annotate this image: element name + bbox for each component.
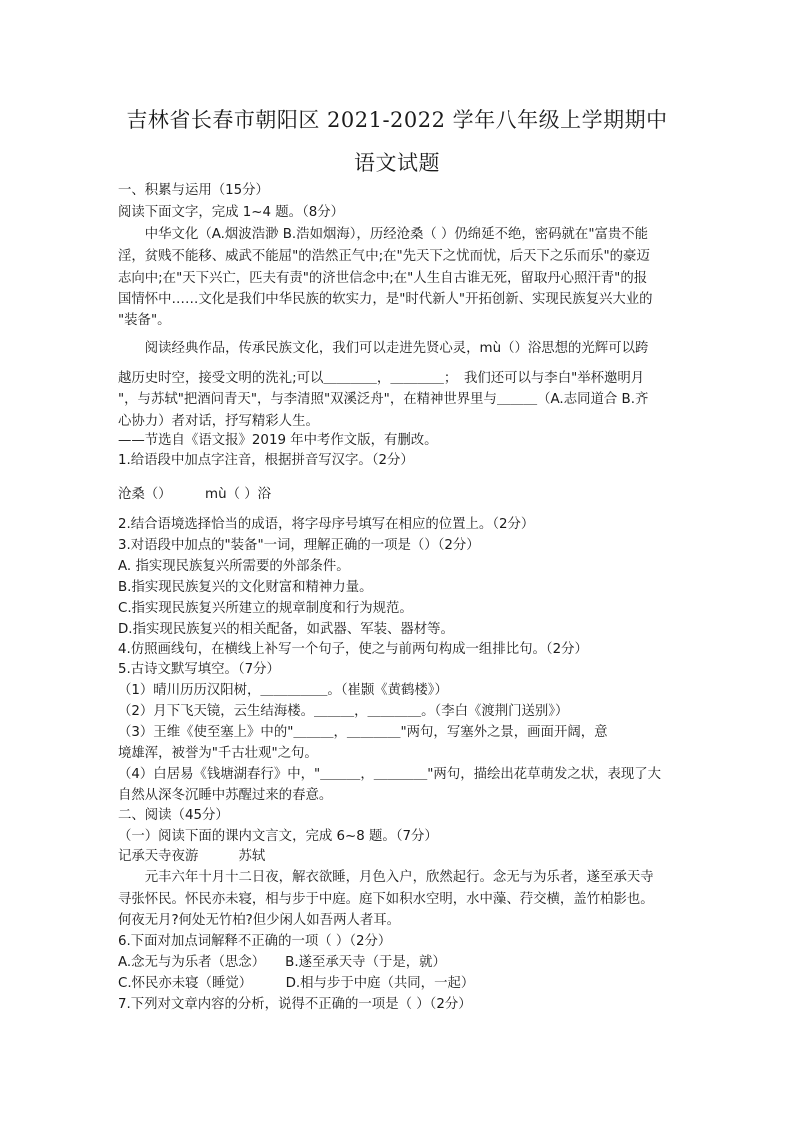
option-b: B.指实现民族复兴的文化财富和精神力量。 <box>118 580 373 595</box>
question-6: 6.下面对加点词解释不正确的一项（ ）（2分） <box>118 934 392 949</box>
passage-line: 元丰六年十月十二日夜，解衣欲睡，月色入户，欣然起行。念无与为乐者，遂至承天寺 <box>118 870 654 885</box>
option-ab: A.念无与为乐者（思念） B.遂至承天寺（于是，就） <box>118 955 446 970</box>
title-line-1: 吉林省长春市朝阳区 2021-2022 学年八年级上学期期中 <box>126 108 668 132</box>
text-line: "，与苏轼"把酒问青天"，与李清照"双溪泛舟"，在精神世界里与＿＿＿（A.志同道合 B.齐 <box>118 392 649 407</box>
question-2: 2.结合语境选择恰当的成语，将字母序号填写在相应的位置上。（2分） <box>118 517 535 532</box>
answer-line: 沧桑（） mù（ ）浴 <box>118 487 271 502</box>
section-heading: 二、阅读（45分） <box>118 808 229 823</box>
text-line: 国情怀中……文化是我们中华民族的软实力，是"时代新人"开拓创新、实现民族复兴大业的 <box>118 292 653 307</box>
question-7: 7.下列对文章内容的分析，说得不正确的一项是（ ）（2分） <box>118 997 472 1012</box>
question-3: 3.对语段中加点的"装备"一词，理解正确的一项是（）（2分） <box>118 538 480 553</box>
text-line: 自然从深冬沉睡中苏醒过来的春意。 <box>118 788 333 803</box>
title-line-2: 语文试题 <box>354 151 440 175</box>
source-note: ——节选自《语文报》2019 年中考作文版，有删改。 <box>118 433 438 448</box>
option-d: D.指实现民族复兴的相关配备，如武器、军装、器材等。 <box>118 622 454 637</box>
question-4: 4.仿照画线句，在横线上补写一个句子，使之与前两句构成一组排比句。（2分） <box>118 642 588 657</box>
text-line: 阅读下面文字，完成 1~4 题。（8分） <box>118 205 345 220</box>
text-line: 境雄浑，被誉为"千古壮观"之句。 <box>118 746 318 761</box>
text-line: "装备"。 <box>118 313 171 328</box>
poem-item-2: （2）月下飞天镜，云生结海楼。＿＿＿，＿＿＿＿。（李白《渡荆门送别》） <box>118 704 569 719</box>
passage-line: 寻张怀民。怀民亦未寝，相与步于中庭。庭下如积水空明，水中藻、荇交横，盖竹柏影也。 <box>118 892 654 907</box>
option-a: A. 指实现民族复兴所需要的外部条件。 <box>118 559 350 574</box>
poem-item-4: （4）白居易《钱塘湖春行》中，"＿＿＿，＿＿＿＿"两句，描绘出花草萌发之状，表现了大 <box>118 767 662 782</box>
question-5: 5.古诗文默写填空。（7分） <box>118 662 280 677</box>
text-line: 中华文化（A.烟波浩渺 B.浩如烟海），历经沧桑（ ）仍绵延不绝，密码就在"富贵不能 <box>118 227 649 242</box>
text-line: 越历史时空，接受文明的洗礼;可以＿＿＿＿，＿＿＿＿； 我们还可以与李白"举杯邀明月 <box>118 371 645 386</box>
option-c: C.指实现民族复兴所建立的规章制度和行为规范。 <box>118 601 413 616</box>
question-1: 1.给语段中加点字注音，根据拼音写汉字。（2分） <box>118 453 414 468</box>
subsection-heading: （一）阅读下面的课内文言文，完成 6~8 题。（7分） <box>118 829 438 844</box>
poem-item-1: （1）晴川历历汉阳树，＿＿＿＿＿。（崔颢《黄鹤楼》） <box>118 683 448 698</box>
text-line: 淫，贫贱不能移、威武不能屈"的浩然正气中;在"先天下之忧而忧，后天下之乐而乐"的豪迈 <box>118 249 650 264</box>
section-heading: 一、积累与运用（15分） <box>118 183 269 198</box>
text-line: 心协力）者对话，抒写精彩人生。 <box>118 414 319 429</box>
passage-line: 何夜无月?何处无竹柏?但少闲人如吾两人者耳。 <box>118 913 401 928</box>
text-line: 阅读经典作品，传承民族文化，我们可以走进先贤心灵，mù（）浴思想的光辉可以跨 <box>118 341 649 356</box>
text-line: 志向中;在"天下兴亡，匹夫有责"的济世信念中;在"人生自古谁无死，留取丹心照汗青"的报 <box>118 271 648 286</box>
passage-title: 记承天寺夜游 苏轼 <box>118 849 266 864</box>
option-cd: C.怀民亦未寝（睡觉） D.相与步于中庭（共同，一起） <box>118 976 475 991</box>
poem-item-3: （3）王维《使至塞上》中的"＿＿＿，＿＿＿＿"两句，写塞外之景，画面开阔，意 <box>118 725 608 740</box>
